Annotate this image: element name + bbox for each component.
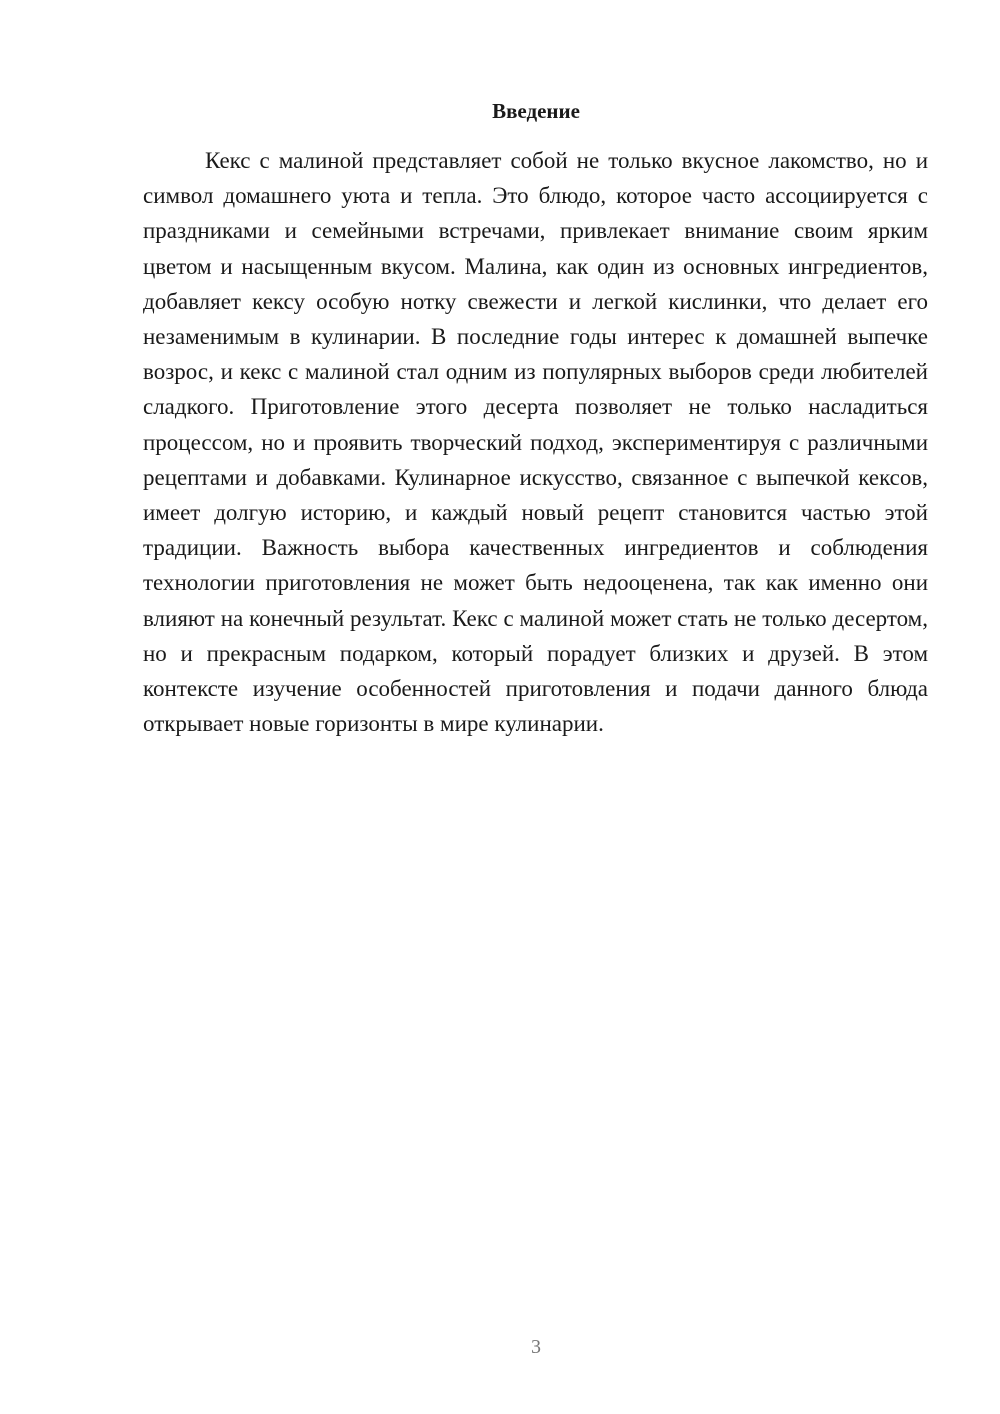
page-number: 3 xyxy=(531,1336,541,1358)
section-title: Введение xyxy=(492,99,580,123)
body-paragraph: Кекс с малиной представляет собой не только вкусное лакомство, но и символ домашнего уюта и тепла. Это блюдо, которое часто ассоциируется с праздниками и семейными встречами, привлекает внимание своим ярким цветом и насыщенным вкусом. Малина, как один из основных ингредиентов, добавляет кексу особую нотку свежести и легкой кислинки, что делает его незаменимым в кулинарии. В последние годы интерес к домашней выпечке возрос, и кекс с малиной стал одним из популярных выборов среди любителей сладкого. Приготовление этого десерта позволяет не только насладиться процессом, но и проявить творческий подход, экспериментируя с различными рецептами и добавками. Кулинарное искусство, связанное с выпечкой кексов, имеет долгую историю, и каждый новый рецепт становится частью этой традиции. Важность выбора качественных ингредиентов и соблюдения технологии приготовления не может быть недооценена, так как именно они влияют на конечный результат. Кекс с малиной может стать не только десертом, но и прекрасным подарком, который порадует близких и друзей. В этом контексте изучение особенностей приготовления и подачи данного блюда открывает новые горизонты в мире кулинарии. xyxy=(143,148,928,737)
